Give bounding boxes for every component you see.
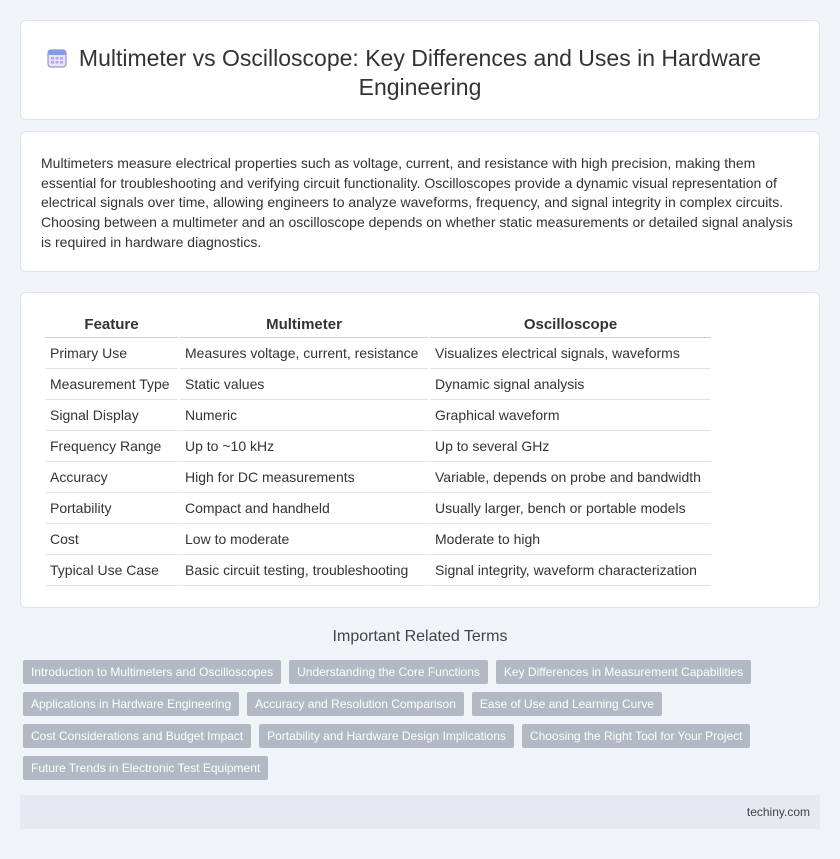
related-term-tag[interactable]: Ease of Use and Learning Curve [472, 692, 662, 716]
table-cell: Accuracy [45, 462, 178, 493]
related-terms-list [23, 660, 823, 780]
table-cell: Typical Use Case [45, 555, 178, 586]
table-cell: Dynamic signal analysis [430, 369, 711, 400]
related-term-tag[interactable]: Portability and Hardware Design Implications [259, 724, 514, 748]
table-cell: Basic circuit testing, troubleshooting [180, 555, 428, 586]
table-row [45, 462, 711, 493]
table-cell: Numeric [180, 400, 428, 431]
table-cell: Cost [45, 524, 178, 555]
table-row [45, 555, 711, 586]
table-cell: Primary Use [45, 338, 178, 369]
table-header-row [45, 316, 711, 338]
intro-card [20, 131, 820, 272]
table-cell: Up to several GHz [430, 431, 711, 462]
footer-site-link[interactable]: techiny.com [746, 805, 810, 819]
header-oscilloscope: Oscilloscope [430, 316, 711, 338]
table-cell: Measures voltage, current, resistance [180, 338, 428, 369]
table-row [45, 493, 711, 524]
table-cell: Signal integrity, waveform characterization [430, 555, 711, 586]
table-cell: Signal Display [45, 400, 178, 431]
table-row [45, 431, 711, 462]
table-cell: Up to ~10 kHz [180, 431, 428, 462]
table-cell: Usually larger, bench or portable models [430, 493, 711, 524]
related-term-tag[interactable]: Future Trends in Electronic Test Equipment [23, 756, 268, 780]
related-term-tag[interactable]: Introduction to Multimeters and Oscilloscopes [23, 660, 281, 684]
page-title [21, 44, 819, 102]
table-row [45, 400, 711, 431]
related-term-tag[interactable]: Key Differences in Measurement Capabilities [496, 660, 751, 684]
table-cell: Frequency Range [45, 431, 178, 462]
header-multimeter: Multimeter [180, 316, 428, 338]
table-cell: High for DC measurements [180, 462, 428, 493]
table-cell: Variable, depends on probe and bandwidth [430, 462, 711, 493]
table-cell: Measurement Type [45, 369, 178, 400]
table-row [45, 369, 711, 400]
table-cell: Low to moderate [180, 524, 428, 555]
related-term-tag[interactable]: Choosing the Right Tool for Your Project [522, 724, 751, 748]
table-row [45, 338, 711, 369]
footer [20, 795, 820, 829]
related-term-tag[interactable]: Understanding the Core Functions [289, 660, 488, 684]
related-term-tag[interactable]: Accuracy and Resolution Comparison [247, 692, 464, 716]
page-title-line1: Multimeter vs Oscilloscope: Key Differences and Uses in Hardware [78, 45, 762, 71]
header-feature: Feature [45, 316, 178, 338]
table-cell: Static values [180, 369, 428, 400]
related-terms-title: Important Related Terms [332, 628, 508, 645]
table-cell: Moderate to high [430, 524, 711, 555]
comparison-table-card [20, 292, 820, 608]
table-cell: Visualizes electrical signals, waveforms [430, 338, 711, 369]
related-term-tag[interactable]: Applications in Hardware Engineering [23, 692, 239, 716]
table-cell: Graphical waveform [430, 400, 711, 431]
table-row [45, 524, 711, 555]
comparison-table [43, 316, 713, 586]
intro-text: Multimeters measure electrical properties such as voltage, current, and resistance with high precision, making them essential for troubleshooting and verifying circuit functionality. Oscilloscopes provide a dynamic visual representation of electrical signals over time, allowing engineers to analyze waveforms, frequency, and signal integrity in complex circuits. Choosing between a multimeter and an oscilloscope depends on whether static measurements or detailed signal analysis is required in hardware diagnostics. [41, 155, 793, 250]
related-term-tag[interactable]: Cost Considerations and Budget Impact [23, 724, 251, 748]
page-title-line2: Engineering [358, 74, 482, 100]
header-card [20, 20, 820, 120]
table-cell: Compact and handheld [180, 493, 428, 524]
table-cell: Portability [45, 493, 178, 524]
